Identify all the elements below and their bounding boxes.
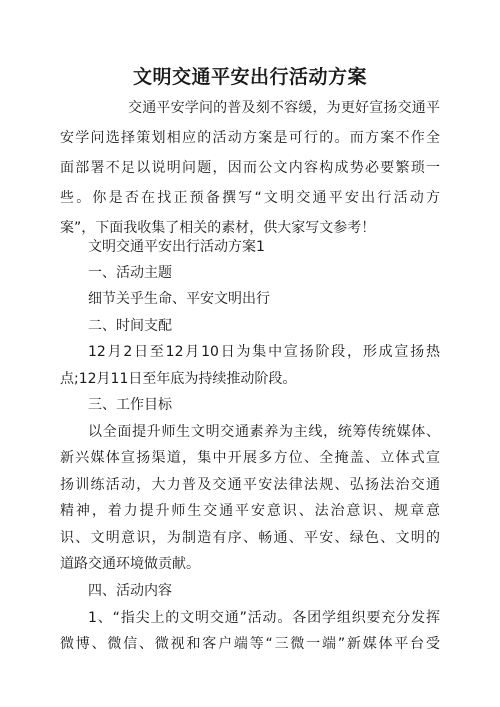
section-heading: 三、工作目标 [88, 397, 172, 413]
paragraph-line: 道路交通环境做贡献。 [60, 556, 200, 572]
paragraph-line: 交通平安学问的普及刻不容缓，为更好宣扬交通平 [128, 100, 440, 116]
paragraph-line: 案”，下面我收集了相关的素材，供大家写文参考！ [60, 220, 376, 236]
paragraph-line: 些。你是否在找正预备撰写“文明交通平安出行活动方 [60, 190, 440, 206]
document-title: 文明交通平安出行活动方案 [132, 66, 367, 88]
section-heading: 二、时间支配 [88, 318, 172, 334]
paragraph-line: 细节关乎生命、平安文明出行 [88, 291, 270, 307]
section-heading: 一、活动主题 [88, 265, 172, 281]
paragraph-line: 12月2日至12月10日为集中宣扬阶段，形成宣扬热 [88, 344, 440, 360]
paragraph-line: 扬训练活动，大力普及交通平安法律法规、弘扬法治交通 [60, 477, 440, 493]
paragraph-line: 以全面提升师生文明交通素养为主线，统筹传统媒体、 [88, 424, 440, 440]
paragraph-line: 点;12月11日至年底为持续推动阶段。 [60, 371, 297, 387]
section-heading: 文明交通平安出行活动方案1 [88, 239, 265, 255]
paragraph-line: 安学问选择策划相应的活动方案是可行的。而方案不作全 [60, 130, 440, 146]
paragraph-line: 1、“指尖上的文明交通”活动。各团学组织要充分发挥 [88, 610, 440, 626]
paragraph-line: 精神，着力提升师生交通平安意识、法治意识、规章意 [60, 503, 440, 519]
paragraph-line: 新兴媒体宣扬渠道，集中开展多方位、全掩盖、立体式宣 [60, 450, 440, 466]
paragraph-line: 识、文明意识，为制造有序、畅通、平安、绿色、文明的 [60, 530, 440, 546]
section-heading: 四、活动内容 [88, 583, 172, 599]
paragraph-line: 微博、微信、微视和客户端等“三微一端”新媒体平台受 [60, 636, 440, 652]
paragraph-line: 面部署不足以说明问题，因而公文内容构成势必要繁琐一 [60, 160, 440, 176]
